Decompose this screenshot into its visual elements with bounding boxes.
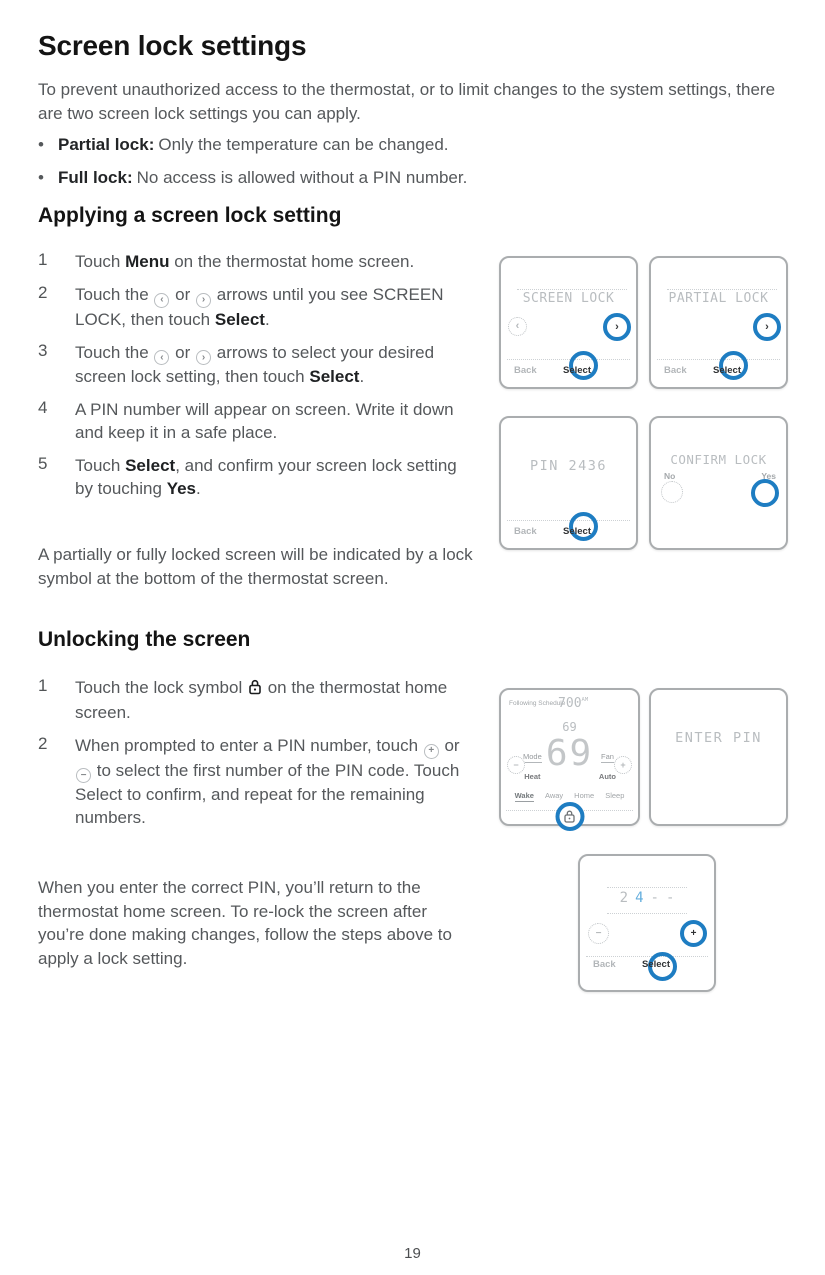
setpoint-temperature: 69	[545, 733, 594, 774]
back-button-label: Back	[514, 365, 537, 376]
step-number: 4	[38, 398, 48, 417]
page-title: Screen lock settings	[38, 30, 307, 61]
lcd-divider	[607, 887, 687, 888]
no-button-circle	[661, 481, 683, 503]
fan-value: Auto	[598, 772, 616, 781]
period-sleep: Sleep	[605, 791, 625, 800]
chevron-right-icon: ›	[753, 313, 781, 341]
lcd-title: SCREEN LOCK	[522, 291, 615, 306]
pin-digit: -	[650, 890, 659, 906]
step-number: 2	[38, 734, 48, 753]
thermostat-screen-enter-pin	[649, 688, 788, 826]
step-2	[38, 283, 473, 331]
select-button-label: Select	[563, 526, 591, 537]
applying-steps	[38, 250, 473, 510]
step-number: 5	[38, 454, 48, 473]
select-button-label: Select	[563, 365, 591, 376]
intro-paragraph: To prevent unauthorized access to the thermostat, or to limit changes to the system settings, there are two screen lock settings you can apply.	[38, 80, 776, 123]
chevron-left-icon: ‹	[508, 317, 527, 336]
step-number: 1	[38, 250, 48, 269]
step-3	[38, 341, 473, 389]
step-text: A PIN number will appear on screen. Write it down and keep it in a safe place.	[75, 400, 454, 442]
thermostat-home-screen	[499, 688, 640, 826]
minus-icon: −	[507, 756, 525, 774]
pin-digit: 2	[619, 890, 629, 906]
step-5	[38, 454, 473, 500]
no-button-label: No	[664, 471, 676, 481]
mode-label: Mode	[523, 752, 542, 763]
lcd-divider	[607, 913, 687, 914]
step-text: When prompted to enter a PIN number, touch + or − to select the first number of the PIN code. Touch Select to confirm, and repeat for the remaining numbers.	[75, 736, 460, 827]
step-number: 2	[38, 283, 48, 302]
chevron-right-icon: ›	[196, 350, 211, 365]
plus-icon: +	[680, 920, 707, 947]
lock-icon	[555, 802, 584, 831]
section-heading-applying: Applying a screen lock setting	[38, 204, 342, 227]
chevron-right-icon: ›	[603, 313, 631, 341]
lock-icon	[248, 678, 262, 701]
mode-value: Heat	[524, 772, 541, 781]
back-button-label: Back	[593, 959, 616, 970]
indoor-temperature: 69	[562, 720, 577, 734]
lcd-divider	[507, 520, 630, 521]
bullet-term: Full lock:	[58, 168, 133, 187]
relock-note: When you enter the correct PIN, you’ll return to the thermostat home screen. To re-lock the screen after you’re done making changes, follow the steps above to apply a lock setting.	[38, 878, 452, 968]
yes-button-label: Yes	[761, 471, 776, 481]
lcd-title: PARTIAL LOCK	[668, 291, 769, 306]
bullet-partial-lock	[38, 133, 778, 156]
lcd-title: CONFIRM LOCK	[670, 452, 767, 467]
minus-icon: −	[588, 923, 609, 944]
thermostat-screen-pin-entry	[578, 854, 716, 992]
back-button-label: Back	[514, 526, 537, 537]
step-number: 3	[38, 340, 48, 360]
bullet-dot: •	[38, 168, 44, 187]
chevron-left-icon: ‹	[154, 293, 169, 308]
thermostat-screen-confirm-lock	[649, 416, 788, 550]
yes-highlight-ring	[751, 479, 779, 507]
step-1	[38, 250, 473, 273]
step-4	[38, 398, 473, 444]
lcd-divider	[667, 289, 777, 290]
chevron-right-icon: ›	[196, 293, 211, 308]
back-button-label: Back	[664, 365, 687, 376]
thermostat-screen-screen-lock	[499, 256, 638, 389]
lock-type-bullets	[38, 133, 778, 199]
step-text: Touch the ‹ or › arrows to select your desired screen lock setting, then touch Select.	[75, 342, 435, 386]
bullet-full-lock	[38, 166, 778, 189]
plus-icon: +	[614, 756, 632, 774]
lcd-title: ENTER PIN	[675, 730, 762, 746]
page-number: 19	[404, 1245, 421, 1262]
thermostat-screen-pin	[499, 416, 638, 550]
plus-icon: +	[424, 744, 439, 759]
period-away: Away	[544, 791, 564, 800]
clock-display: $700^{AM}$	[558, 696, 589, 711]
schedule-periods	[501, 791, 638, 802]
locked-indicator-note: A partially or fully locked screen will be indicated by a lock symbol at the bottom of the thermostat screen.	[38, 545, 473, 588]
lcd-divider	[657, 359, 780, 360]
step-text: Touch the lock symbol on the thermostat home screen.	[75, 678, 448, 722]
lcd-divider	[517, 289, 627, 290]
section-heading-unlocking: Unlocking the screen	[38, 628, 251, 651]
lcd-divider	[586, 956, 708, 957]
lcd-divider	[507, 359, 630, 360]
period-home: Home	[574, 791, 595, 800]
period-wake: Wake	[514, 791, 534, 800]
step-text: Touch Menu on the thermostat home screen.	[75, 252, 415, 271]
schedule-status: Following Schedule	[509, 700, 566, 707]
thermostat-screen-partial-lock	[649, 256, 788, 389]
minus-icon: −	[76, 768, 91, 783]
step-text: Touch the ‹ or › arrows until you see SCREEN LOCK, then touch Select.	[75, 285, 444, 329]
pin-digits	[580, 890, 714, 906]
step-2	[38, 734, 473, 829]
bullet-dot: •	[38, 135, 44, 154]
bullet-text: No access is allowed without a PIN number.	[136, 168, 468, 187]
bullet-text: Only the temperature can be changed.	[158, 135, 449, 154]
lcd-title: PIN 2436	[529, 458, 608, 474]
select-button-label: Select	[642, 959, 670, 970]
fan-label: Fan	[601, 752, 614, 763]
step-1	[38, 676, 473, 724]
step-number: 1	[38, 676, 48, 695]
bullet-term: Partial lock:	[58, 135, 155, 154]
pin-digit: -	[665, 890, 675, 906]
meridiem-label: AM	[581, 697, 589, 703]
pin-digit: 4	[635, 890, 644, 906]
step-text: Touch Select, and confirm your screen lock setting by touching Yes.	[75, 456, 457, 498]
chevron-left-icon: ‹	[154, 350, 169, 365]
select-button-label: Select	[713, 365, 741, 376]
unlocking-steps	[38, 676, 473, 839]
